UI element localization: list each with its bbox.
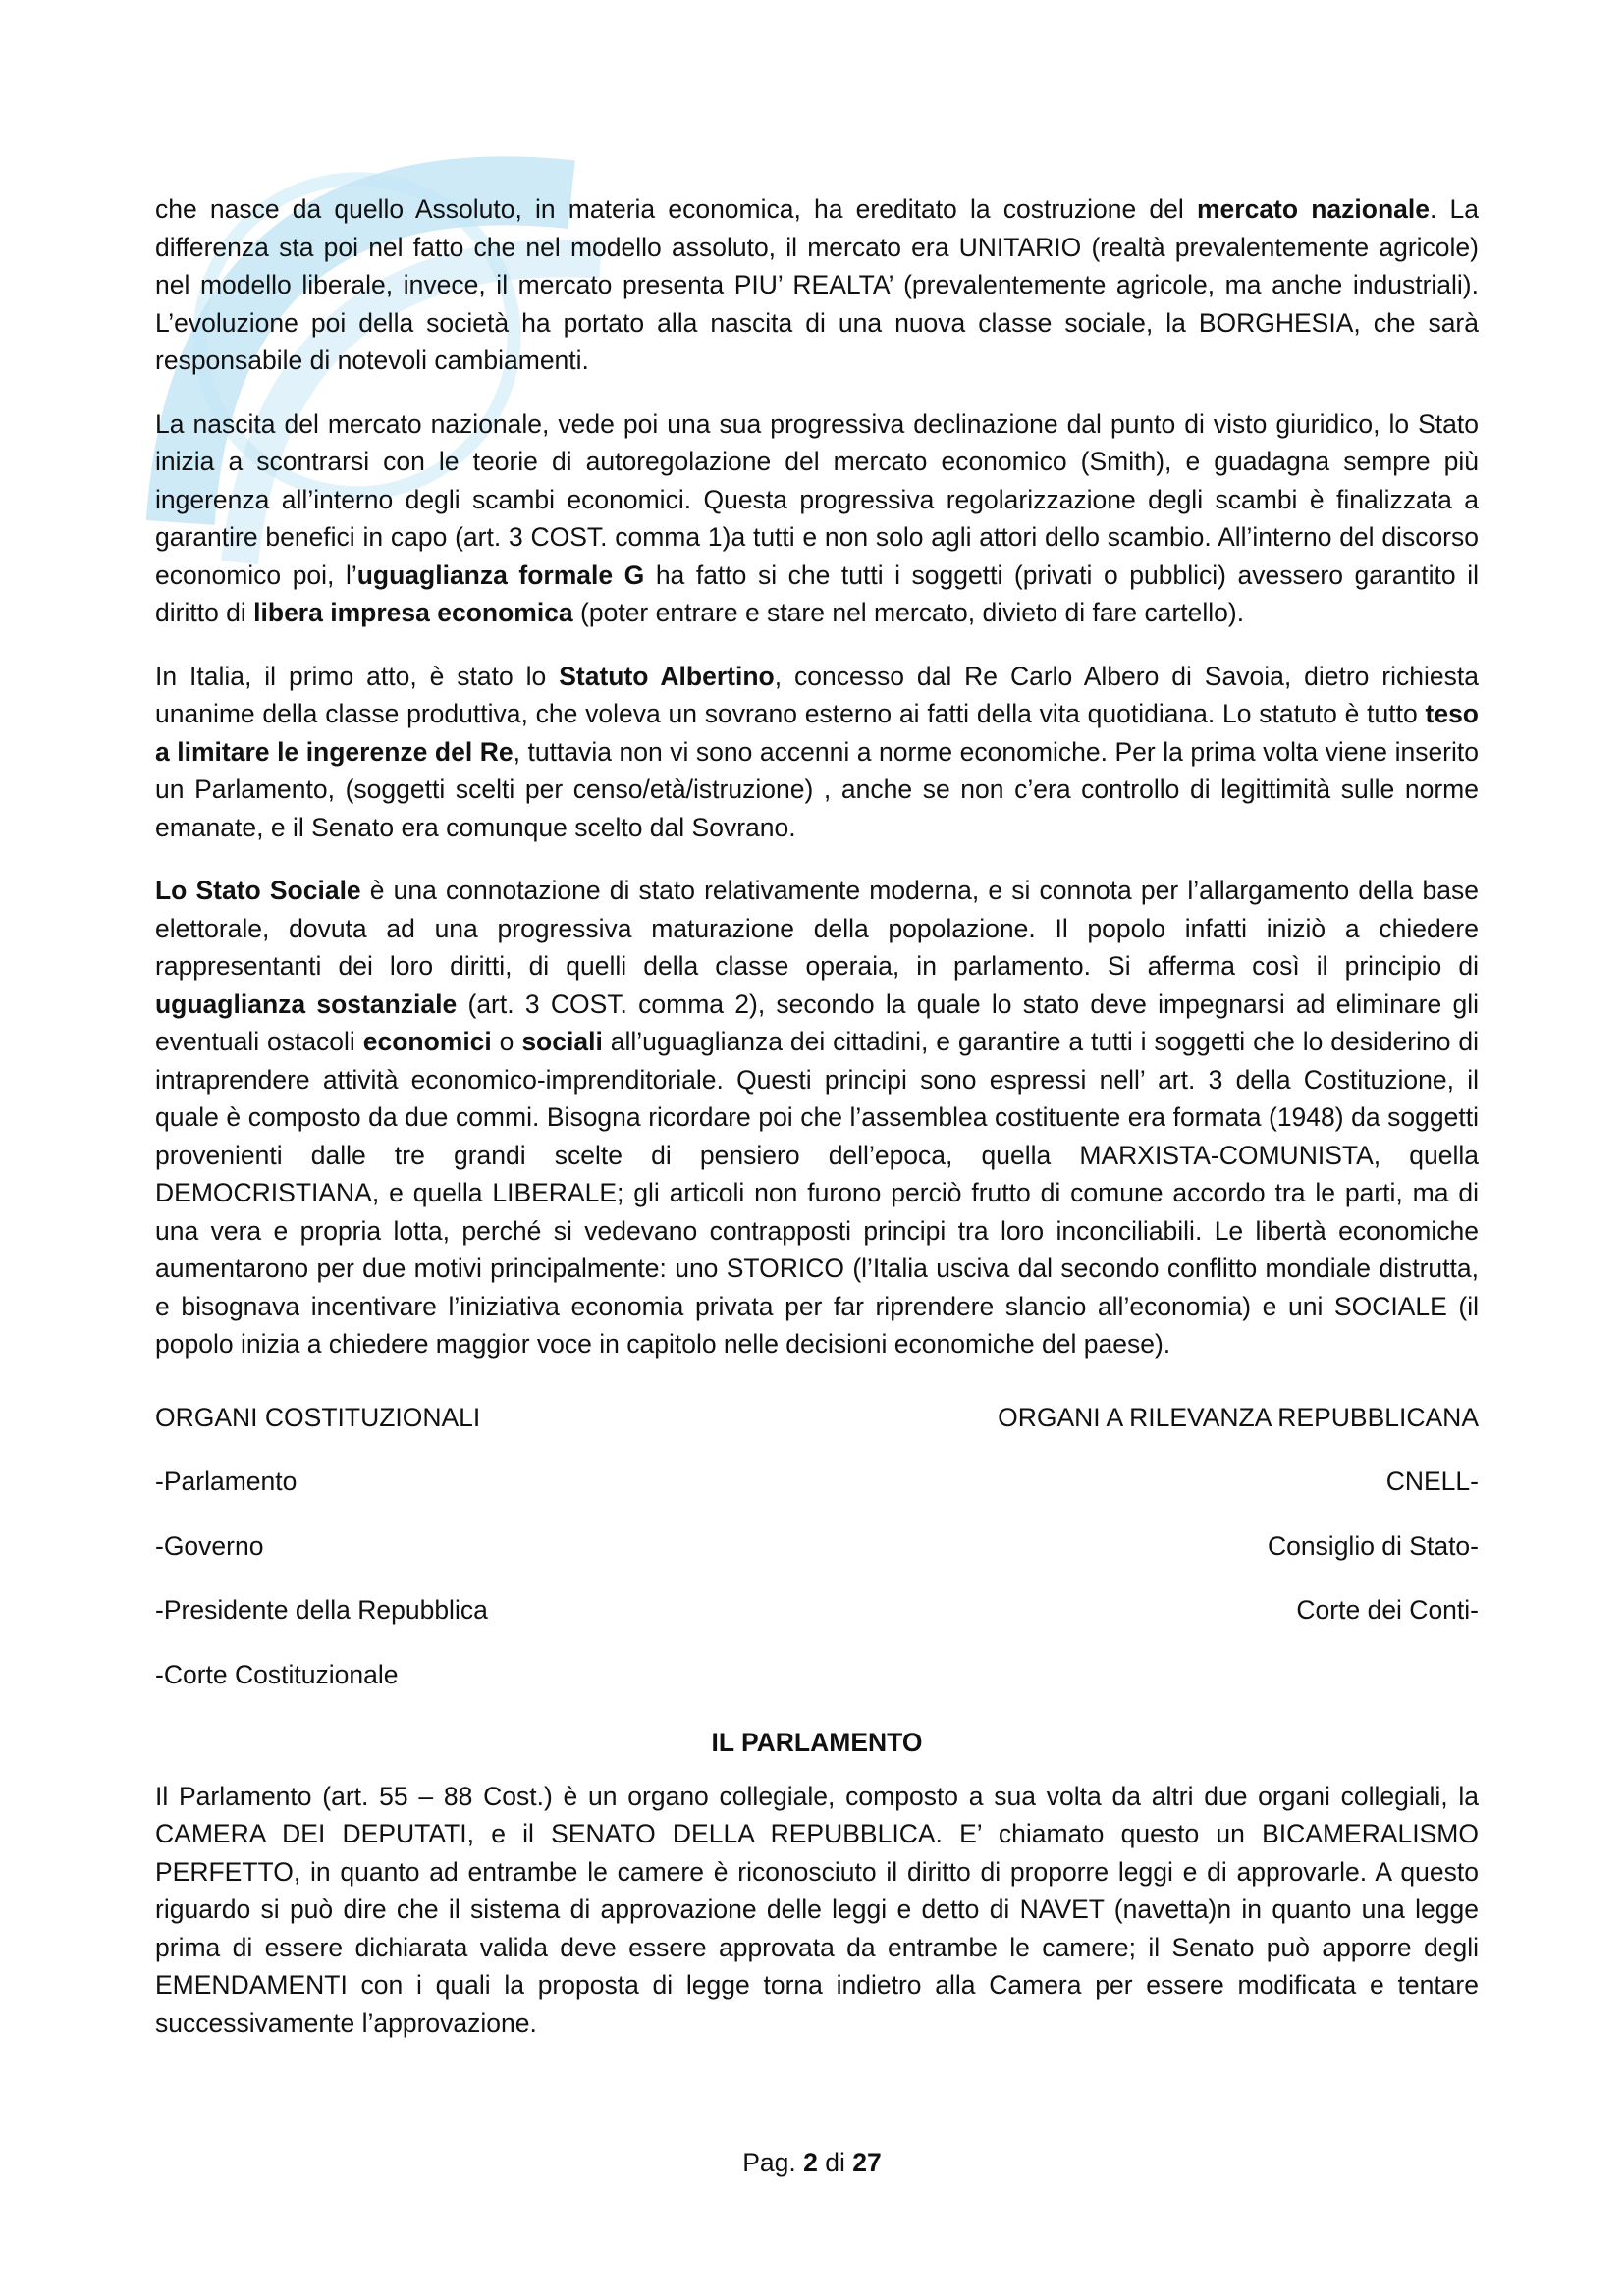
paragraph-4: Lo Stato Sociale è una connotazione di stato relativamente moderna, e si connota per l’allargamento della base elettorale, dovuta ad una progressiva maturazione della popolazione. Il popolo infatti iniziò a chiedere rappresentanti dei loro diritti, di quelli della classe operaia, in parlamento. Si afferma così il principio di uguaglianza sostanziale (art. 3 COST. comma 2), secondo la quale lo stato deve impegnarsi ad eliminare gli eventuali ostacoli economici o sociali all’uguaglianza dei cittadini, e garantire a tutti i soggetti che lo desiderino di intraprendere attività economico-imprenditoriale. Questi principi sono espressi nell’ art. 3 della Costituzione, il quale è composto da due commi. Bisogna ricordare poi che l’assemblea costituente era formata (1948) da soggetti provenienti dalle tre grandi scelte di pensiero dell’epoca, quella MARXISTA-COMUNISTA, quella DEMOCRISTIANA, e quella LIBERALE; gli articoli non furono perciò frutto di comune accordo tra le parti, ma di una vera e propria lotta, perché si vedevano contrapposti principi tra loro inconciliabili. Le libertà economiche aumentarono per due motivi principalmente: uno STORICO (l’Italia usciva dal secondo conflitto mondiale distrutta, e bisognava incentivare l’iniziativa economia privata per far riprendere slancio all’economia) e uni SOCIALE (il popolo inizia a chiedere maggior voce in capitolo nelle decisioni economiche del paese).: [155, 876, 1480, 1359]
organs-row: [155, 1591, 1479, 1656]
organs-list: [155, 1399, 1479, 1721]
organ-left-item: -Corte Costituzionale: [155, 1659, 399, 1689]
document-body: [155, 190, 1479, 2067]
organs-row: [155, 1463, 1479, 1527]
organs-left-header: ORGANI COSTITUZIONALI: [155, 1402, 481, 1432]
total-pages: 27: [852, 2148, 882, 2177]
organ-left-item: -Parlamento: [155, 1467, 298, 1496]
current-page-number: 2: [803, 2148, 818, 2177]
paragraph-3: In Italia, il primo atto, è stato lo Statuto Albertino, concesso dal Re Carlo Albero di Savoia, dietro richiesta unanime della classe produttiva, che voleva un sovrano esterno ai fatti della vita quotidiana. Lo statuto è tutto teso a limitare le ingerenze del Re, tuttavia non vi sono accenni a norme economiche. Per la prima volta viene inserito un Parlamento, (soggetti scelti per censo/età/istruzione) , anche se non c’era controllo di legittimità sulle norme emanate, e il Senato era comunque scelto dal Sovrano.: [155, 661, 1479, 842]
organ-right-item: Consiglio di Stato-: [1267, 1530, 1479, 1561]
organs-row: [155, 1656, 1479, 1721]
section-title: IL PARLAMENTO: [711, 1728, 923, 1757]
paragraph-1: che nasce da quello Assoluto, in materia economica, ha ereditato la costruzione del mercato nazionale. La differenza sta poi nel fatto che nel modello assoluto, il mercato era UNITARIO (realtà prevalentemente agricole) nel modello liberale, invece, il mercato presenta PIU’ REALTA’ (prevalentemente agricole, ma anche industriali). L’evoluzione poi della società ha portato alla nascita di una nuova classe sociale, la BORGHESIA, che sarà responsabile di notevoli cambiamenti.: [155, 194, 1480, 375]
paragraph-2: La nascita del mercato nazionale, vede poi una sua progressiva declinazione dal punto di visto giuridico, lo Stato inizia a scontrarsi con le teorie di autoregolazione del mercato economico (Smith), e guadagna sempre più ingerenza all’interno degli scambi economici. Questa progressiva regolarizzazione degli scambi è finalizzata a garantire benefici in capo (art. 3 COST. comma 1)a tutti e non solo agli attori dello scambio. All’interno del discorso economico poi, l’uguaglianza formale G ha fatto si che tutti i soggetti (privati o pubblici) avessero garantito il diritto di libera impresa economica (poter entrare e stare nel mercato, divieto di fare cartello).: [155, 408, 1479, 627]
organ-left-item: -Governo: [155, 1530, 264, 1561]
organs-header-row: [155, 1399, 1479, 1464]
organ-right-item: Corte dei Conti-: [1296, 1595, 1479, 1625]
organs-right-header: ORGANI A RILEVANZA REPUBBLICANA: [998, 1402, 1479, 1432]
page-footer: Pag. 2 di 27: [742, 2148, 882, 2177]
organ-right-item: CNELL-: [1385, 1467, 1479, 1496]
organ-left-item: -Presidente della Repubblica: [155, 1595, 488, 1625]
parlamento-paragraph: Il Parlamento (art. 55 – 88 Cost.) è un organo collegiale, composto a sua volta da altri due organi collegiali, la CAMERA DEI DEPUTATI, e il SENATO DELLA REPUBBLICA. E’ chiamato questo un BICAMERALISMO PERFETTO, in quanto ad entrambe le camere è riconosciuto il diritto di proporre leggi e di approvarle. A questo riguardo si può dire che il sistema di approvazione delle leggi e detto di NAVET (navetta)n in quanto una legge prima di essere dichiarata valida deve essere approvata da entrambe le camere; il Senato può apporre degli EMENDAMENTI con i quali la proposta di legge torna indietro alla Camera per essere modificata e tentare successivamente l’approvazione.: [155, 1781, 1479, 2038]
organs-row: [155, 1527, 1479, 1592]
